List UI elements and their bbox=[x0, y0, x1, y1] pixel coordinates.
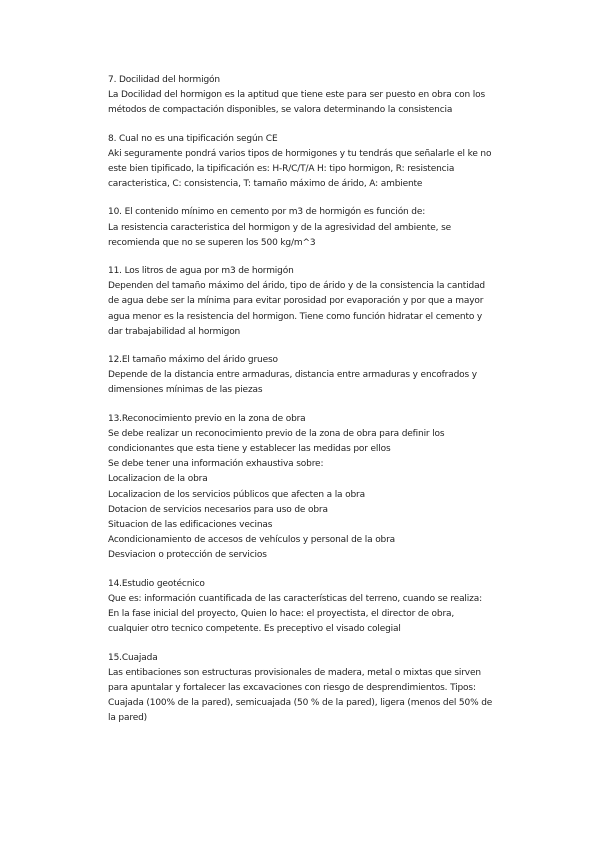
question-section bbox=[108, 73, 532, 119]
answer-line: de agua debe ser la mínima para evitar porosidad por evaporación y por que a mayor bbox=[108, 296, 484, 307]
answer-line: cualquier otro tecnico competente. Es preceptivo el visado colegial bbox=[108, 624, 401, 635]
answer-line: La resistencia caracteristica del hormigon y de la agresividad del ambiente, se bbox=[108, 222, 452, 233]
answer-line: la pared) bbox=[108, 713, 148, 724]
answer-line: Dependen del tamaño máximo del árido, tipo de árido y de la consistencia la cantidad bbox=[108, 281, 485, 292]
question-title: 8. Cual no es una tipificación según CE bbox=[108, 133, 278, 144]
answer-line: condicionantes que esta tiene y establecer las medidas por ellos bbox=[108, 444, 391, 455]
question-title: 14.Estudio geotécnico bbox=[108, 578, 205, 589]
answer-line: métodos de compactación disponibles, se valora determinando la consistencia bbox=[108, 105, 453, 116]
question-title: 12.El tamaño máximo del árido grueso bbox=[108, 355, 278, 366]
answer-line: agua menor es la resistencia del hormigon. Tiene como función hidratar el cemento y bbox=[108, 311, 483, 322]
document-body bbox=[108, 73, 532, 740]
question-title: 13.Reconocimiento previo en la zona de obra bbox=[108, 413, 306, 424]
answer-line: Aki seguramente pondrá varios tipos de hormigones y tu tendrás que señalarle el ke no bbox=[108, 148, 492, 159]
answer-line: Localizacion de los servicios públicos que afecten a la obra bbox=[108, 489, 365, 500]
answer-line: Desviacion o protección de servicios bbox=[108, 550, 267, 561]
answer-line: Acondicionamiento de accesos de vehículos y personal de la obra bbox=[108, 535, 396, 546]
answer-line: Localizacion de la obra bbox=[108, 474, 208, 485]
answer-line: Dotacion de servicios necesarios para uso de obra bbox=[108, 504, 328, 515]
question-section bbox=[108, 577, 532, 638]
answer-line: Se debe tener una información exhaustiva sobre: bbox=[108, 459, 324, 470]
question-section bbox=[108, 353, 532, 399]
question-section bbox=[108, 412, 532, 564]
question-title: 7. Docilidad del hormigón bbox=[108, 75, 220, 85]
answer-line: La Docilidad del hormigon es la aptitud que tiene este para ser puesto en obra con los bbox=[108, 90, 486, 101]
answer-line: Se debe realizar un reconocimiento previo de la zona de obra para definir los bbox=[108, 428, 445, 439]
question-title: 10. El contenido mínimo en cemento por m3 de hormigón es función de: bbox=[108, 207, 426, 218]
answer-line: este bien tipificado, la tipificación es: H-R/C/T/A H: tipo hormigon, R: resistencia bbox=[108, 164, 455, 175]
answer-line: En la fase inicial del proyecto, Quien lo hace: el proyectista, el director de obra, bbox=[108, 609, 455, 620]
question-section bbox=[108, 651, 532, 727]
answer-line: dimensiones mínimas de las piezas bbox=[108, 385, 263, 396]
answer-line: para apuntalar y fortalecer las excavaciones con riesgo de desprendimientos. Tipos: bbox=[108, 682, 476, 693]
answer-line: Las entibaciones son estructuras provisionales de madera, metal o mixtas que sirven bbox=[108, 667, 481, 678]
answer-line: dar trabajabilidad al hormigon bbox=[108, 326, 241, 337]
question-section bbox=[108, 205, 532, 251]
question-section bbox=[108, 132, 532, 193]
answer-line: caracteristica, C: consistencia, T: tamaño máximo de árido, A: ambiente bbox=[108, 179, 423, 190]
answer-line: Situacion de las edificaciones vecinas bbox=[108, 520, 273, 531]
answer-line: Cuajada (100% de la pared), semicuajada (50 % de la pared), ligera (menos del 50% de bbox=[108, 698, 493, 709]
answer-line: Depende de la distancia entre armaduras, distancia entre armaduras y encofrados y bbox=[108, 370, 477, 381]
answer-line: Que es: información cuantificada de las características del terreno, cuando se realiza: bbox=[108, 593, 482, 604]
question-title: 15.Cuajada bbox=[108, 652, 158, 663]
question-title: 11. Los litros de agua por m3 de hormigón bbox=[108, 266, 294, 277]
question-section bbox=[108, 264, 532, 340]
answer-line: recomienda que no se superen los 500 kg/m^3 bbox=[108, 237, 316, 248]
